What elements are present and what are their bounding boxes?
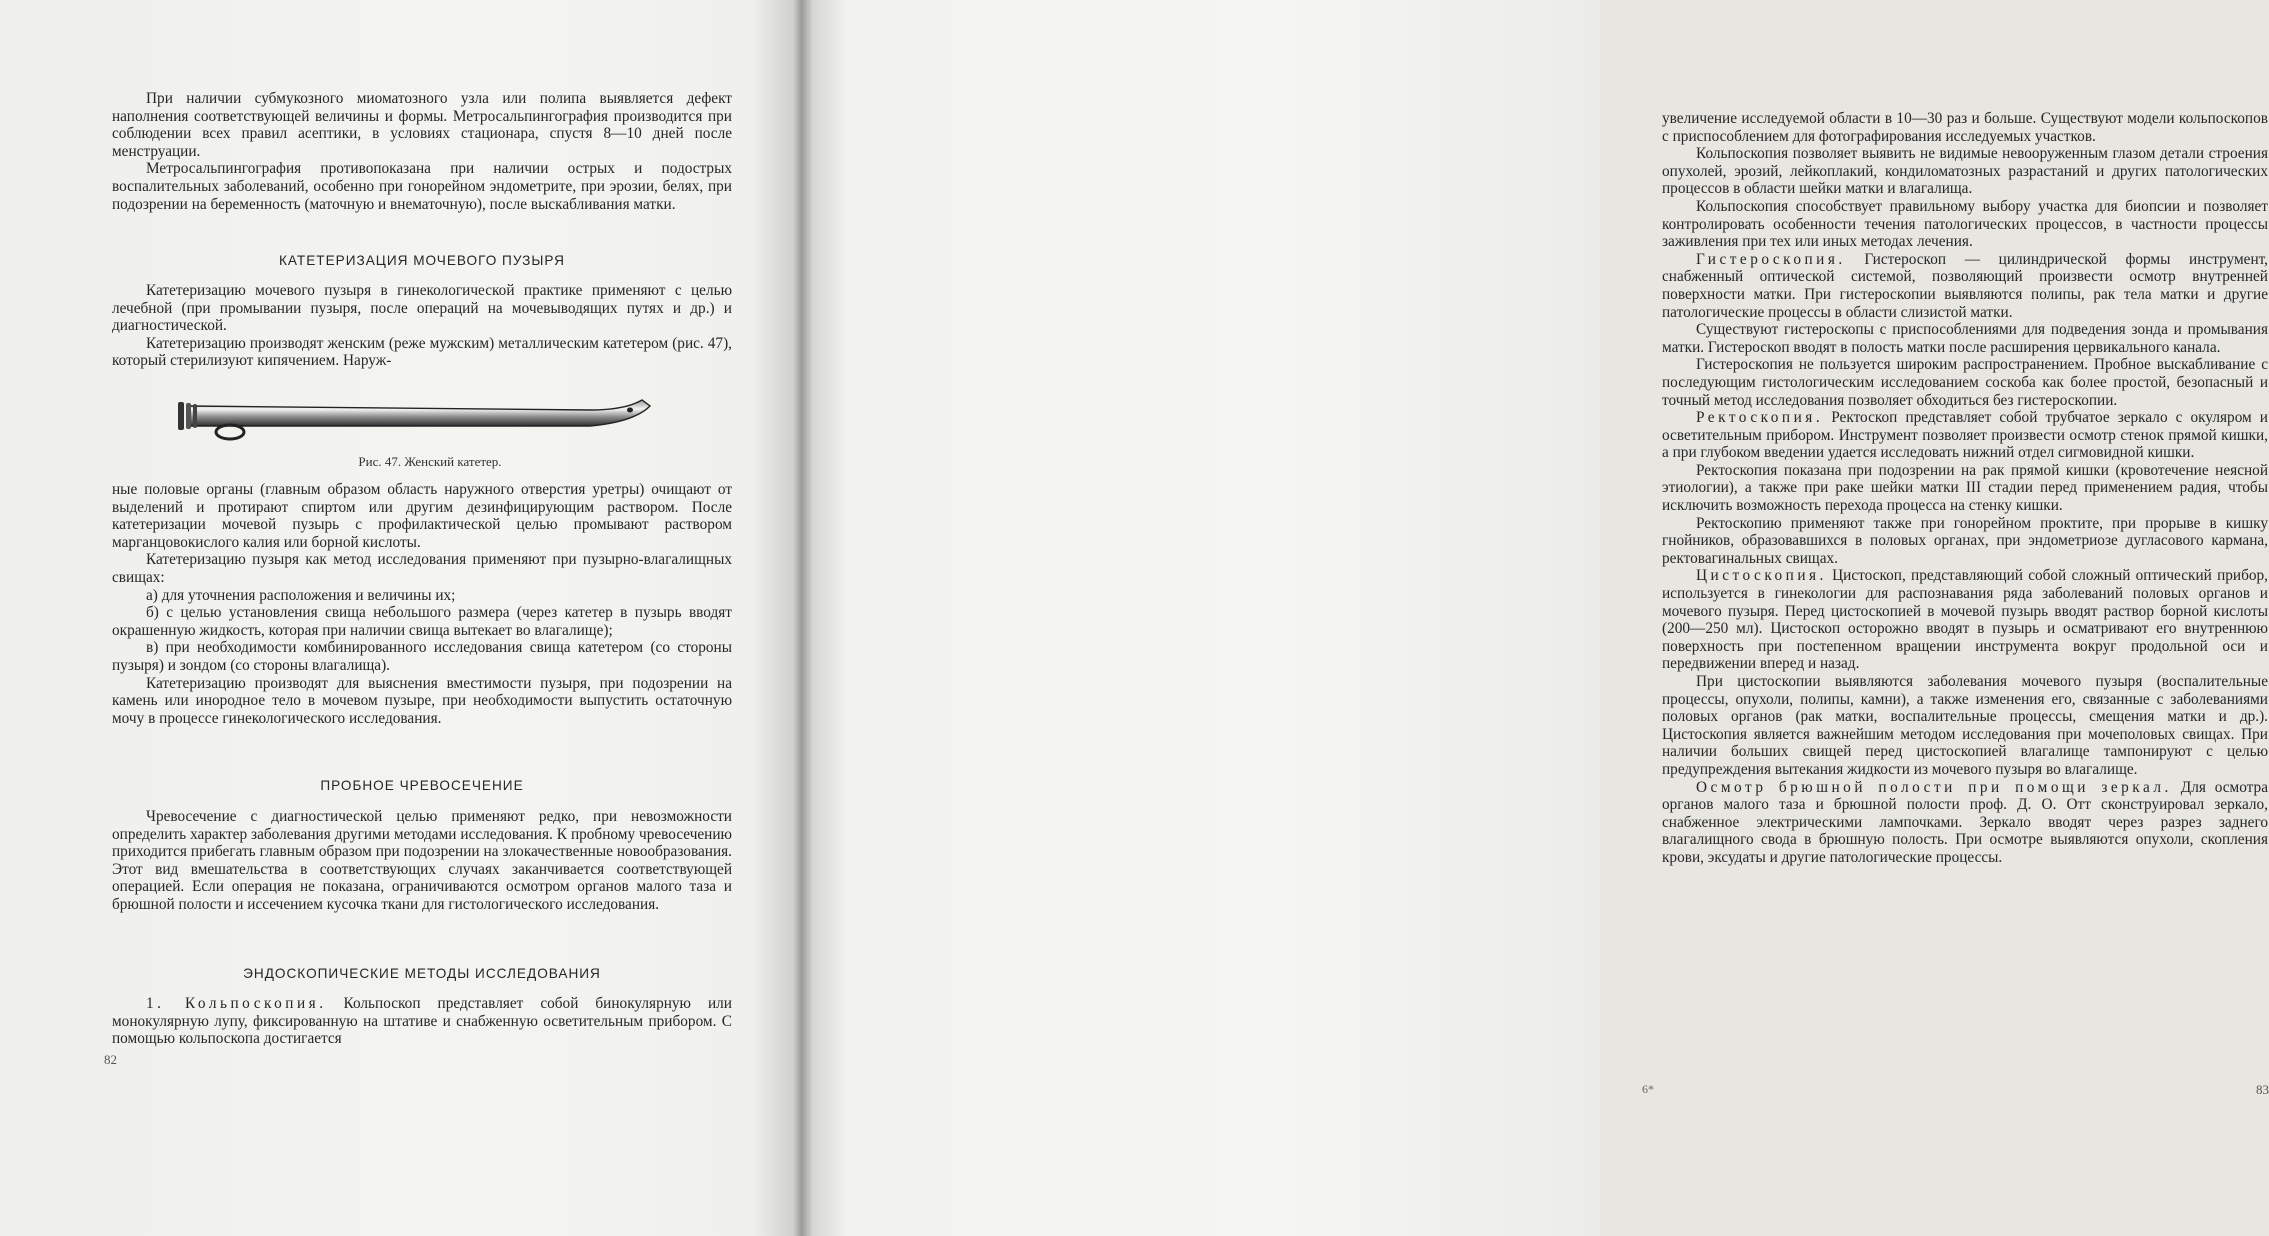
paragraph: ные половые органы (главным образом область наружного отверстия уретры) очищают от выделений и протирают спиртом или другим дезинфицирующим раствором. После катетеризации мочевой пузырь с профилактической целью промывают раствором марганцовокислого калия или борной кислоты. — [112, 481, 732, 551]
paragraph: Ректоскопия показана при подозрении на рак прямой кишки (кровотечение неясной этиологии), а также при раке шейки матки III стадии перед применением радия, чтобы исключить возможность перехода процесса на стенку кишки. — [1662, 461, 2268, 515]
paragraph: Ректоскопию применяют также при гонорейном проктите, при прорыве в кишку гнойников, образовавшихся в половых органах, при эндометриозе дугласового кармана, ректовагинальных свищах. — [1662, 514, 2268, 567]
left-block-intro — [112, 90, 732, 213]
right-column — [1662, 110, 2268, 867]
section-catheterization — [112, 252, 732, 270]
left-block-colposcopy — [112, 995, 732, 1048]
paragraph: Существуют гистероскопы с приспособлениями для подведения зонда и промывания матки. Гистероскоп вводят в полость матки после расширения цервикального канала. — [1662, 321, 2268, 356]
printer-signature-mark: 6* — [1642, 1082, 1654, 1096]
paragraph: Чревосечение с диагностической целью применяют редко, при невозможности определить характер заболевания другими методами исследования. К пробному чревосечению приходится прибегать главным образом при подозрении на злокачественные новообразования. Этот вид вмешательства в соответствующих случаях заканчивается соответствующей операцией. Если операция не показана, ограничиваются осмотром органов малого таза и брюшной полости и иссечением кусочка ткани для гистологического исследования. — [112, 808, 732, 913]
left-page — [0, 0, 800, 1236]
paragraph: Катетеризацию производят для выяснения вместимости пузыря, при подозрении на камень или инородное тело в мочевом пузыре, при необходимости выпустить остаточную мочу в процессе гинекологического исследования. — [112, 674, 732, 727]
paragraph: Катетеризацию пузыря как метод исследования применяют при пузырно-влагалищных свищах: — [112, 551, 732, 586]
paragraph: Катетеризацию мочевого пузыря в гинекологической практике применяют с целью лечебной (при промывании пузыря, после операций на мочевыводящих путях и др.) и диагностической. — [112, 282, 732, 335]
term-colposcopy: 1. Кольпоскопия. — [146, 995, 327, 1012]
paragraph-text: Кольпоскоп представляет собой бинокулярную или монокулярную лупу, фиксированную на штативе и снабженную осветительным прибором. С помощью кольпоскопа достигается — [112, 995, 732, 1048]
section-endoscopic — [112, 965, 732, 983]
right-page — [800, 0, 2269, 1236]
paragraph-text: Для осмотра органов малого таза и брюшной полости проф. Д. О. Отт сконструировал зеркало, снабженное электрическими лампочками. Зеркало вводят через разрез заднего влагалищного свода в брюшную полость. При осмотре выявляются опухоли, скопления крови, эксудаты и другие патологические процессы. — [1662, 778, 2268, 866]
section-probe-laparotomy — [112, 777, 732, 795]
paragraph — [1662, 567, 2268, 673]
term-hysteroscopy: Гистероскопия. — [1696, 250, 1846, 268]
left-block-catheter — [112, 282, 732, 370]
paragraph — [112, 995, 732, 1048]
paragraph: При наличии субмукозного миоматозного узла или полипа выявляется дефект наполнения соответствующей величины и формы. Метросальпингография производится при соблюдении всех правил асептики, в условиях стационара, спустя 8—10 дней после менструации. — [112, 90, 732, 160]
term-cystoscopy: Цистоскопия. — [1696, 567, 1827, 585]
paragraph: Гистероскопия не пользуется широким распространением. Пробное выскабливание с последующим гистологическим исследованием соскоба как более простой, безопасный и точный метод исследования позволяет обходиться без гистероскопии. — [1662, 356, 2268, 409]
paragraph-text: Ректоскоп представляет собой трубчатое зеркало с окуляром и осветительным прибором. Инструмент позволяет произвести осмотр стенок прямой кишки, а при глубоком введении удается исследовать нижний отдел сигмовидной кишки. — [1662, 409, 2268, 462]
paragraph-text: Гистероскоп — цилиндрической формы инструмент, снабженный оптической системой, позволяющий произвести осмотр внутренней поверхности матки. При гистероскопии выявляются полипы, рак тела матки и другие патологические процессы в области слизистой матки. — [1662, 250, 2268, 321]
section-heading-catheterization: КАТЕТЕРИЗАЦИЯ МОЧЕВОГО ПУЗЫРЯ — [279, 253, 565, 268]
catheter-illustration — [150, 398, 710, 448]
paragraph: Кольпоскопия способствует правильному выбору участка для биопсии и позволяет контролировать особенности течения патологических процессов, в частности процессы заживления при тех или иных методах лечения. — [1662, 197, 2268, 251]
figure-caption: Рис. 47. Женский катетер. — [358, 454, 502, 469]
paragraph: Метросальпингография противопоказана при наличии острых и подострых воспалительных заболеваний, особенно при гонорейном эндометрите, при эрозии, белях, при подозрении на беременность (маточную и внематочную), после выскабливания матки. — [112, 160, 732, 213]
page-number-right: 83 — [2256, 1082, 2269, 1097]
page-number-left: 82 — [104, 1052, 117, 1067]
paragraph: увеличение исследуемой области в 10—30 раз и больше. Существуют модели кольпоскопов с приспособлением для фотографирования исследуемых участков. — [1662, 110, 2268, 145]
list-item: в) при необходимости комбинированного исследования свища катетером (со стороны пузыря) и зондом (со стороны влагалища). — [112, 639, 732, 674]
paragraph: Кольпоскопия позволяет выявить не видимые невооруженным глазом детали строения опухолей, эрозий, лейкоплакий, кондиломатозных разрастаний и других патологических процессов в области шейки матки и влагалища. — [1662, 145, 2268, 198]
section-heading-probe-laparotomy: ПРОБНОЕ ЧРЕВОСЕЧЕНИЕ — [320, 778, 524, 793]
left-block-laparotomy — [112, 808, 732, 914]
term-abdominal-mirror-exam: Осмотр брюшной полости при помощи зеркал. — [1696, 778, 2172, 796]
term-rectoscopy: Ректоскопия. — [1696, 409, 1824, 427]
paragraph: Катетеризацию производят женским (реже мужским) металлическим катетером (рис. 47), который стерилизуют кипячением. Наруж- — [112, 334, 732, 370]
list-item: б) с целью установления свища небольшого размера (через катетер в пузырь вводят окрашенную жидкость, которая при наличии свища вытекает во влагалище); — [112, 604, 732, 639]
paragraph: При цистоскопии выявляются заболевания мочевого пузыря (воспалительные процессы, опухоли, полипы, камни), а также изменения его, связанные с заболеваниями половых органов (рак матки, воспалительные процессы, смещения матки и др.). Цистоскопия является важнейшим методом исследования при мочеполовых свищах. При наличии больших свищей перед цистоскопией влагалище тампонируют с целью предупреждения вытекания жидкости из мочевого пузыря во влагалище. — [1662, 673, 2268, 778]
paragraph — [1662, 251, 2268, 321]
section-heading-endoscopic: ЭНДОСКОПИЧЕСКИЕ МЕТОДЫ ИССЛЕДОВАНИЯ — [243, 966, 601, 981]
paragraph-text: Цистоскоп, представляющий собой сложный оптический прибор, используется в гинекологии для распознавания ряда заболеваний половых органов и мочевого пузыря. Перед цистоскопией в мочевой пузырь вводят раствор борной кислоты (200—250 мл). Цистоскоп осторожно вводят в пузырь и осматривают его внутреннюю поверхность при постепенном вращении инструмента вокруг продольной оси и передвижении вперед и назад. — [1662, 567, 2268, 673]
left-block-catheter-cont — [112, 481, 732, 727]
paragraph — [1662, 409, 2268, 462]
paragraph — [1662, 779, 2268, 867]
list-item: а) для уточнения расположения и величины их; — [146, 586, 456, 604]
